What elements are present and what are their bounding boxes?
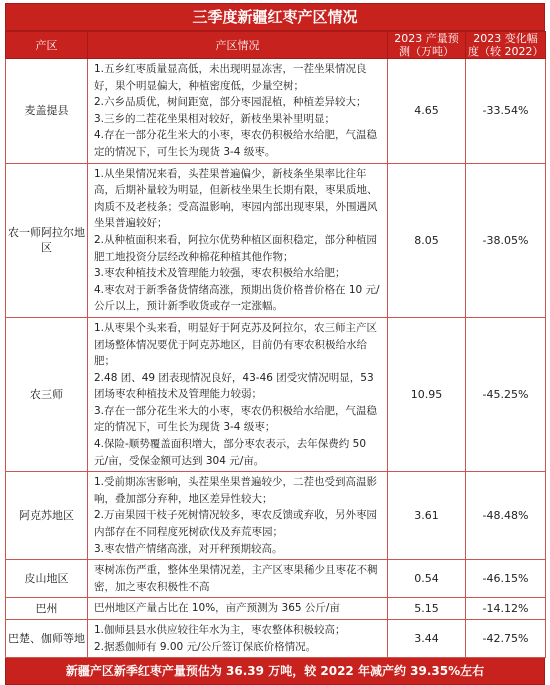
- forecast-value: 4.65: [388, 59, 466, 164]
- table-header-row: [6, 32, 546, 59]
- header-forecast: 2023 产量预测（万吨）: [388, 32, 466, 59]
- change-value: -14.12%: [466, 598, 546, 620]
- region-detail: [88, 59, 388, 164]
- forecast-value: 3.61: [388, 472, 466, 560]
- detail-line: 枣树冻伤严重，整体坐果情况差，主产区枣果稀少且枣花不稠密，加之枣农积极性不高: [94, 564, 378, 593]
- detail-line: 1.从坐果情况来看，头茬果普遍偏少，新枝条坐果率比往年高，后期补量较为明显，但新枝坐果生长期有限，枣果质地、肉质不及老枝条；受高温影响，枣园内部出现枣果，外围遇风坐果普遍较好；: [94, 167, 378, 230]
- detail-line: 4.存在一部分花生米大的小枣，枣农仍积极给水给肥，气温稳定的情况下，可生长为现货 3-4 级枣。: [94, 129, 378, 158]
- region-name: 阿克苏地区: [6, 472, 88, 560]
- table-row: [6, 317, 546, 471]
- change-value: -45.25%: [466, 317, 546, 471]
- region-name: 皮山地区: [6, 560, 88, 598]
- region-detail: [88, 472, 388, 560]
- detail-line: 4.枣农对于新季备货情绪高涨，预期出货价格普价格在 10 元/公斤以上，预计新季收货或存一定涨幅。: [94, 283, 380, 313]
- change-value: -48.48%: [466, 472, 546, 560]
- detail-line: 2.从种植面积来看，阿拉尔优势种植区面积稳定，部分种植园肥工地投资分层经改种棉花种植其他作物；: [94, 233, 378, 263]
- change-value: -42.75%: [466, 620, 546, 658]
- detail-line: 巴州地区产量占比在 10%，亩产预测为 365 公斤/亩: [94, 602, 340, 615]
- table-row: [6, 163, 546, 317]
- table-row: [6, 560, 546, 598]
- detail-line: 3.存在一部分花生米大的小枣，枣农仍积极给水给肥，气温稳定的情况下，可生长为现货 3-4 级枣；: [94, 404, 378, 434]
- table-row: [6, 472, 546, 560]
- detail-line: 2.六乡品质优，树间距宽，部分枣园混植，种植差异较大；: [94, 96, 367, 109]
- region-detail: [88, 620, 388, 658]
- header-detail: 产区情况: [88, 32, 388, 59]
- table-row: [6, 59, 546, 164]
- region-detail: [88, 560, 388, 598]
- change-value: -33.54%: [466, 59, 546, 164]
- table-row: [6, 598, 546, 620]
- forecast-value: 8.05: [388, 163, 466, 317]
- detail-line: 2.据悉伽师有 9.00 元/公斤签订保底价格情况。: [94, 640, 317, 653]
- detail-line: 2.万亩果园干枝子死树情况较多，枣农反馈或弃收，另外枣园内部存在不同程度死树砍伐及弃荒枣园；: [94, 509, 378, 539]
- region-name: 麦盖提县: [6, 59, 88, 164]
- forecast-value: 0.54: [388, 560, 466, 598]
- change-value: -46.15%: [466, 560, 546, 598]
- change-value: -38.05%: [466, 163, 546, 317]
- region-detail: [88, 598, 388, 620]
- detail-line: 4.保险-顺势覆盖面积增大，部分枣农表示，去年保费约 50 元/亩，受保金额可达到 304 元/亩。: [94, 438, 367, 467]
- header-region: 产区: [6, 32, 88, 59]
- table-body: [6, 59, 546, 658]
- header-change: 2023 变化幅度（较 2022）: [466, 32, 546, 59]
- detail-line: 1.伽师县县水供应较往年水为主，枣农整体积极较高；: [94, 624, 346, 637]
- region-table: [5, 31, 546, 658]
- region-name: 农三师: [6, 317, 88, 471]
- table-row: [6, 620, 546, 658]
- region-detail: [88, 163, 388, 317]
- region-name: 巴楚、伽师等地: [6, 620, 88, 658]
- report-table-container: [5, 3, 545, 685]
- region-detail: [88, 317, 388, 471]
- page-title: 三季度新疆红枣产区情况: [5, 3, 545, 31]
- detail-line: 1.五乡红枣质量显高低，未出现明显冻害，一茬坐果情况良好，果个明显偏大，种植密度低，少量空树；: [94, 63, 367, 92]
- region-name: 巴州: [6, 598, 88, 620]
- forecast-value: 10.95: [388, 317, 466, 471]
- detail-line: 1.从枣果个头来看，明显好于阿克苏及阿拉尔，农三师主产区团场整体情况要优于阿克苏地区，目前仍有枣农积极给水给肥；: [94, 321, 378, 368]
- detail-line: 3.三乡的二茬花坐果相对较好，新枝坐果补里明显；: [94, 112, 336, 125]
- detail-line: 3.枣农种植技术及管理能力较强，枣农积极给水给肥；: [94, 267, 346, 280]
- detail-line: 3.枣农惜产情绪高涨，对开秤预期较高。: [94, 542, 283, 555]
- detail-line: 2.48 团、49 团表现情况良好，43-46 团受灾情况明显，53 团场枣农种植技术及管理能力较弱；: [94, 371, 374, 401]
- summary-footer: 新疆产区新季红枣产量预估为 36.39 万吨，较 2022 年减产约 39.35%左右: [5, 658, 545, 685]
- region-name: 农一师阿拉尔地区: [6, 163, 88, 317]
- forecast-value: 5.15: [388, 598, 466, 620]
- forecast-value: 3.44: [388, 620, 466, 658]
- detail-line: 1.受前期冻害影响，头茬果坐果普遍较少，二茬也受到高温影响，叠加部分弃种，地区差异性较大；: [94, 476, 378, 505]
